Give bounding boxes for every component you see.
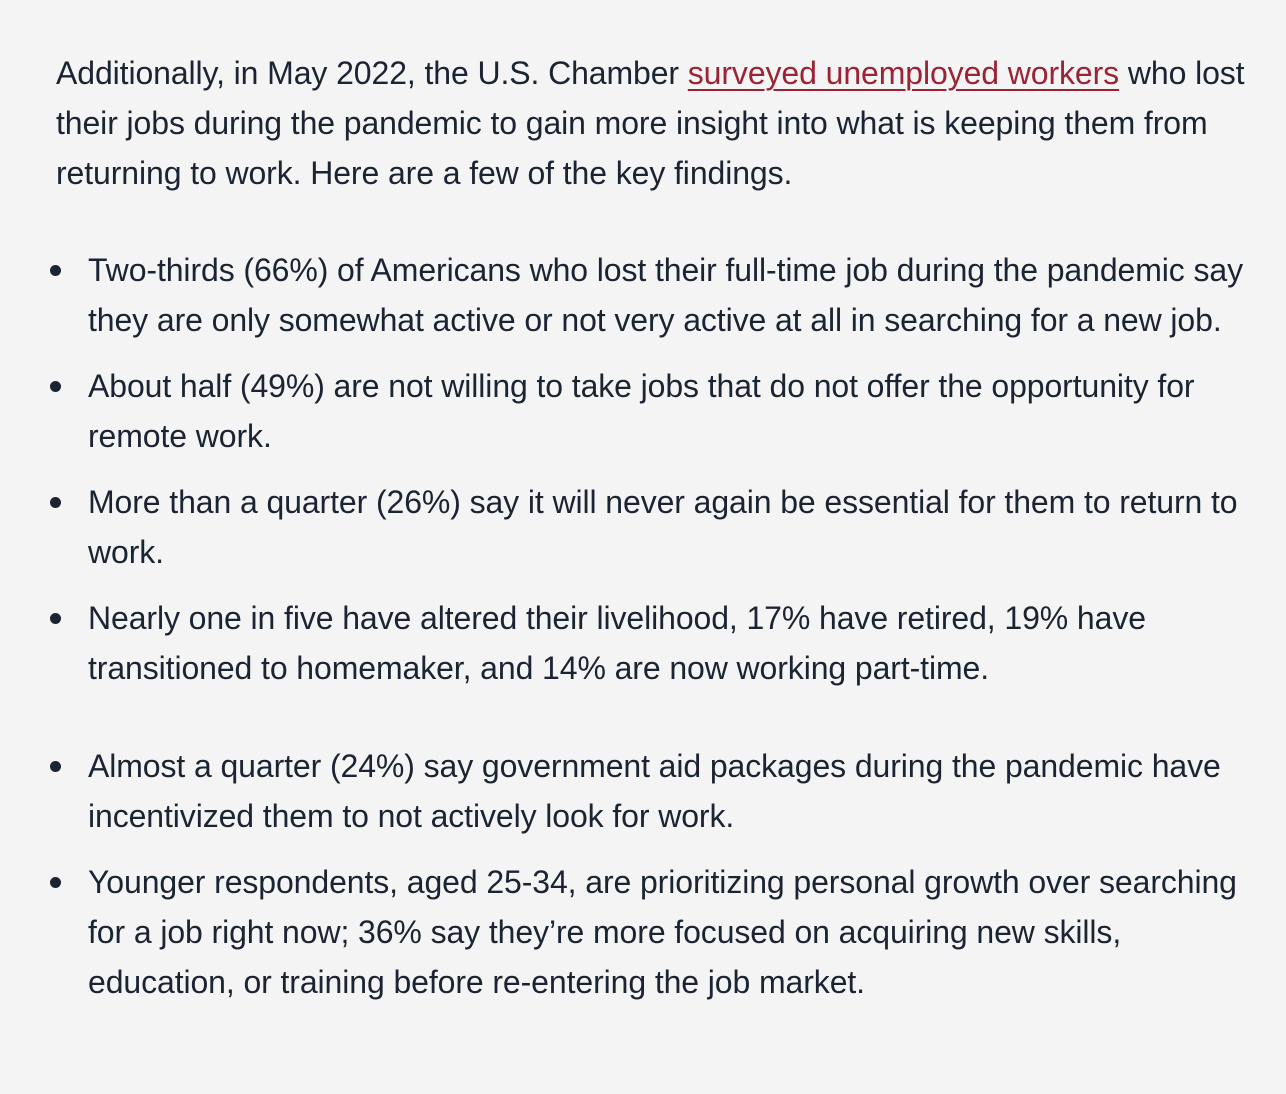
finding-item [56,361,1246,461]
finding-item [56,741,1246,841]
bullet-icon [50,877,61,888]
bullet-icon [50,497,61,508]
finding-item [56,593,1246,693]
intro-text-after-link: who lost their jobs during the pandemic to gain more insight into what is keeping them from returning to work. Here are a few of the key findings. [56,55,1245,191]
finding-text: Younger respondents, aged 25-34, are prioritizing personal growth over searching for a job right now; 36% say they’re more focused on acquiring new skills, education, or training before re-entering the job market. [88,864,1237,1000]
intro-paragraph [56,48,1246,198]
bullet-icon [50,381,61,392]
key-findings-list [56,245,1246,1007]
bullet-icon [50,761,61,772]
finding-item [56,245,1246,345]
surveyed-unemployed-workers-link[interactable]: surveyed unemployed workers [687,55,1120,91]
finding-text: Almost a quarter (24%) say government aid packages during the pandemic have incentivized them to not actively look for work. [88,748,1221,834]
bullet-icon [50,265,61,276]
finding-text: Nearly one in five have altered their livelihood, 17% have retired, 19% have transitioned to homemaker, and 14% are now working part-time. [88,600,1146,686]
intro-text-before-link: Additionally, in May 2022, the U.S. Chamber [56,55,688,91]
bullet-icon [50,613,61,624]
finding-item [56,477,1246,577]
finding-text: More than a quarter (26%) say it will never again be essential for them to return to work. [88,484,1238,570]
finding-text: Two-thirds (66%) of Americans who lost their full-time job during the pandemic say they are only somewhat active or not very active at all in searching for a new job. [88,252,1243,338]
article-body [56,48,1246,1007]
finding-text: About half (49%) are not willing to take jobs that do not offer the opportunity for remote work. [88,368,1195,454]
finding-item [56,857,1246,1007]
